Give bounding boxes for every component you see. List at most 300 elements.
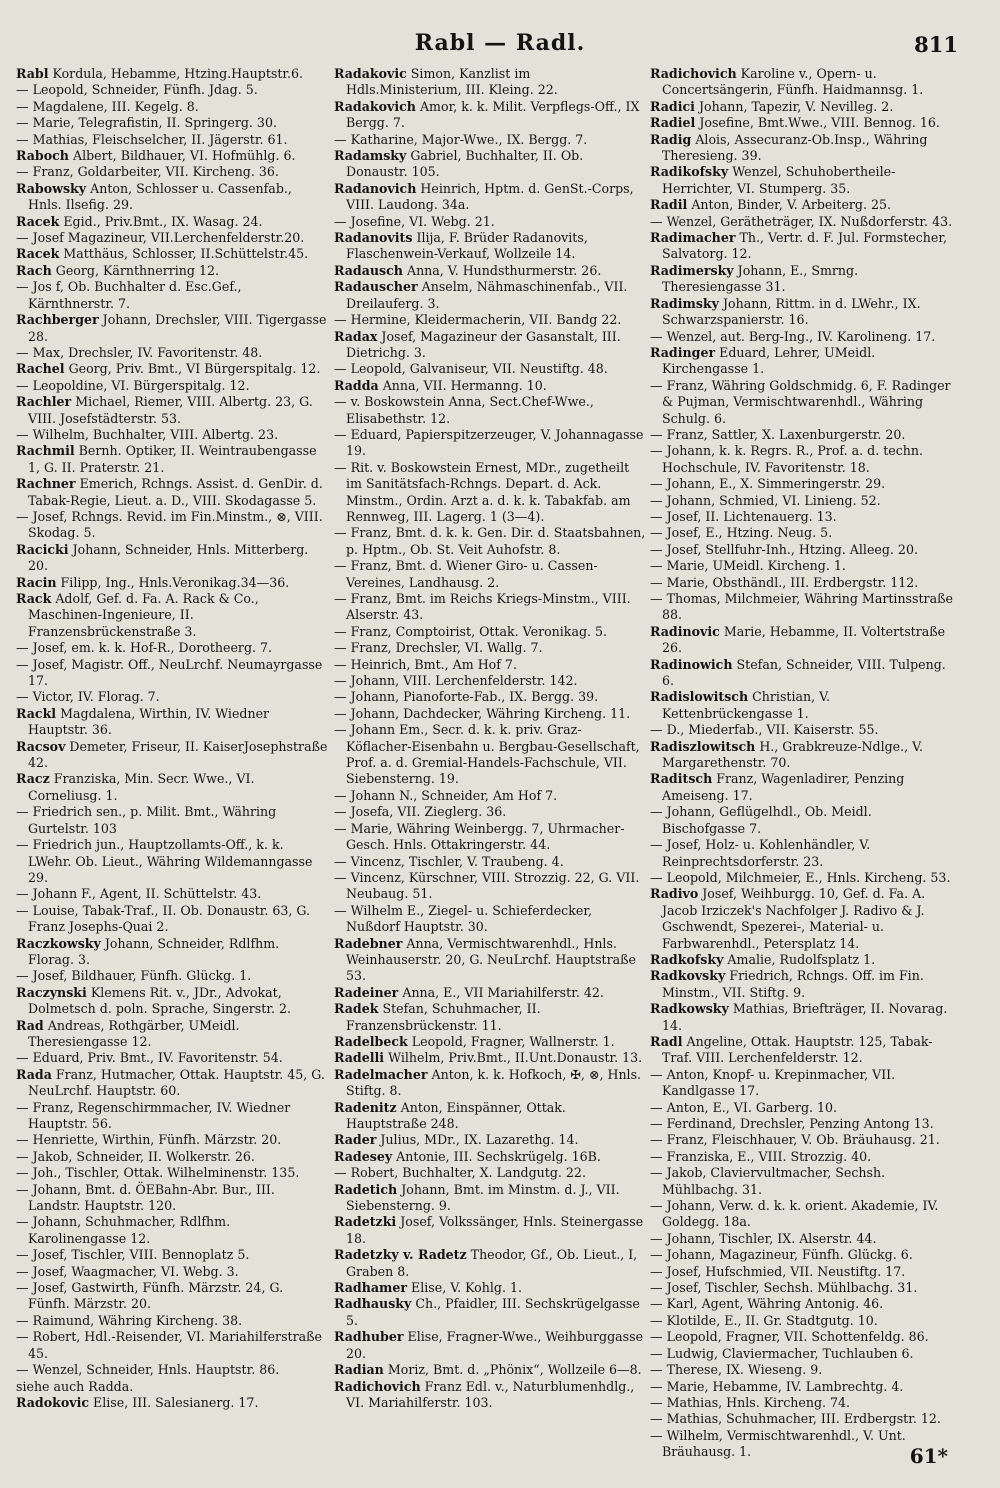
directory-entry — [334, 1379, 646, 1412]
entry-details: — Robert, Buchhalter, X. Landgutg. 22. — [334, 1165, 586, 1181]
directory-entry — [334, 1132, 646, 1148]
directory-entry — [16, 1362, 328, 1378]
directory-entry — [16, 279, 328, 312]
entry-details: — Johann, Magazineur, Fünfh. Glückg. 6. — [650, 1247, 913, 1263]
entry-details: — Eduard, Priv. Bmt., IV. Favoritenstr. 54. — [16, 1050, 283, 1066]
directory-entry — [650, 804, 956, 837]
entry-details: — Josef, II. Lichtenauerg. 13. — [650, 508, 837, 524]
entry-details: Stefan, Schuhmacher, II. Franzensbrückenstr. 11. — [346, 1001, 541, 1033]
entry-surname: Radelbeck — [334, 1033, 408, 1049]
entry-details: — Johann, Dachdecker, Währing Kircheng. 11. — [334, 705, 631, 721]
directory-entry — [16, 542, 328, 575]
entry-details: Johann, Bmt. im Minstm. d. J., VII. Siebensterng. 9. — [346, 1181, 620, 1214]
entry-surname: Radimsky — [650, 295, 719, 311]
entry-details: — Franz, Währing Goldschmidg. 6, F. Radinger & Pujman, Vermischtwarenhdl., Währing Schulg. 6. — [650, 377, 951, 426]
entry-details: — Johann F., Agent, II. Schüttelstr. 43. — [16, 886, 262, 902]
entry-surname: Racek — [16, 213, 60, 229]
entry-details: — Leopold, Galvaniseur, VII. Neustiftg. 48. — [334, 361, 608, 377]
entry-details: — Thomas, Milchmeier, Währing Martinsstraße 88. — [650, 591, 953, 623]
directory-entry — [16, 591, 328, 640]
entry-details: — Josef, Waagmacher, VI. Webg. 3. — [16, 1263, 239, 1279]
entry-surname: Rach — [16, 262, 52, 278]
directory-entry — [650, 1346, 956, 1362]
entry-details: Kordula, Hebamme, Htzing.Hauptstr.6. — [52, 66, 304, 81]
directory-entry — [650, 197, 956, 213]
directory-entry — [650, 1264, 956, 1280]
directory-entry — [650, 1100, 956, 1116]
directory-entry — [334, 1165, 646, 1181]
entry-details: Simon, Kanzlist im Hdls.Ministerium, III. Kleing. 22. — [346, 66, 558, 98]
entry-details: — Victor, IV. Florag. 7. — [16, 689, 160, 705]
entry-details: Anton, Schlosser u. Cassenfab., Hnls. Ilsefig. 29. — [28, 180, 292, 213]
entry-details: — Jakob, Schneider, II. Wolkerstr. 26. — [16, 1148, 255, 1164]
entry-surname: Radislowitsch — [650, 689, 749, 705]
entry-surname: Radimersky — [650, 262, 734, 278]
entry-details: — Louise, Tabak-Traf., II. Ob. Donaustr. 63, G. Franz Josephs-Quai 2. — [16, 902, 311, 935]
entry-details: — Franz, Regenschirmmacher, IV. Wiedner Hauptstr. 56. — [16, 1099, 291, 1131]
directory-entry — [16, 640, 328, 656]
entry-surname: Radesey — [334, 1148, 393, 1164]
directory-entry — [334, 689, 646, 705]
entry-surname: Radanovich — [334, 180, 417, 196]
entry-surname: Radetich — [334, 1181, 398, 1197]
entry-details: Anna, VII. Hermanng. 10. — [382, 377, 547, 393]
directory-entry — [334, 936, 646, 985]
entry-surname: Radimacher — [650, 230, 736, 246]
entry-surname: Radkowsky — [650, 1001, 729, 1017]
directory-entry — [650, 771, 956, 804]
entry-details: — Mathias, Fleischselcher, II. Jägerstr. 61. — [16, 131, 288, 147]
entry-details: — Josef, Tischler, VIII. Bennoplatz 5. — [16, 1247, 250, 1263]
entry-details: — Eduard, Papierspitzerzeuger, V. Johannagasse 19. — [334, 426, 644, 459]
entry-surname: Racz — [16, 771, 50, 787]
entry-details: Amor, k. k. Milit. Verpflegs-Off., IX Bergg. 7. — [346, 98, 640, 131]
entry-surname: Radinovic — [650, 623, 720, 639]
directory-entry — [650, 329, 956, 345]
directory-entry — [334, 99, 646, 132]
entry-details: — Wilhelm, Vermischtwarenhdl., V. Unt. Bräuhausg. 1. — [650, 1427, 906, 1460]
entry-details: Johann, Rittm. in d. LWehr., IX. Schwarzspanierstr. 16. — [662, 295, 921, 328]
entry-surname: Radakovic — [334, 66, 407, 81]
entry-details: — D., Miederfab., VII. Kaiserstr. 55. — [650, 722, 879, 738]
entry-details: — Franz, Bmt. im Reichs Kriegs-Minstm., VIII. Alserstr. 43. — [334, 591, 631, 623]
entry-details: — Marie, Hebamme, IV. Lambrechtg. 4. — [650, 1378, 904, 1394]
entry-details: Klemens Rit. v., JDr., Advokat, Dolmetsch d. poln. Sprache, Singerstr. 2. — [28, 984, 291, 1017]
entry-details: — Marie, Obsthändl., III. Erdbergstr. 112. — [650, 574, 919, 590]
entry-details: — Franz, Goldarbeiter, VII. Kircheng. 36. — [16, 164, 279, 180]
entry-details: Ch., Pfaidler, III. Sechskrügelgasse 5. — [346, 1296, 640, 1328]
directory-entry — [16, 1018, 328, 1051]
entry-details: Andreas, Rothgärber, UMeidl. Theresiengasse 12. — [28, 1017, 240, 1049]
directory-entry — [650, 509, 956, 525]
directory-entry — [16, 246, 328, 262]
directory-entry — [334, 525, 646, 558]
entry-details: Anna, Vermischtwarenhdl., Hnls. Weinhauserstr. 20, G. NeuLrchf. Hauptstraße 53. — [346, 935, 636, 984]
entry-details: — Johann, Pianoforte-Fab., IX. Bergg. 39. — [334, 689, 599, 705]
directory-entry — [16, 706, 328, 739]
directory-entry — [334, 1362, 646, 1378]
entry-details: Filipp, Ing., Hnls.Veronikag.34—36. — [60, 574, 290, 590]
entry-details: — Katharine, Major-Wwe., IX. Bergg. 7. — [334, 131, 588, 147]
entry-details: — Johann Em., Secr. d. k. k. priv. Graz-Köflacher-Eisenbahn u. Bergbau-Gesellschaft, Prof. a. d. Gremial-Handels-Fachschule, VII. Siebensterng. 19. — [334, 722, 640, 787]
directory-entry — [334, 181, 646, 214]
directory-entry — [16, 968, 328, 984]
entry-surname: Radkovsky — [650, 968, 726, 984]
directory-entry — [334, 279, 646, 312]
entry-details: Anton, k. k. Hofkoch, ✠, ⊗, Hnls. Stiftg. 8. — [346, 1066, 642, 1099]
entry-surname: Radetzky v. Radetz — [334, 1247, 467, 1263]
entry-surname: Radkofsky — [650, 951, 724, 967]
entry-details: Georg, Priv. Bmt., VI Bürgerspitalg. 12. — [68, 361, 321, 377]
directory-entry — [650, 1247, 956, 1263]
directory-entry — [16, 1313, 328, 1329]
entry-details: — Anton, E., VI. Garberg. 10. — [650, 1099, 838, 1115]
entry-details: — Josef, Gastwirth, Fünfh. Märzstr. 24, G. Fünfh. Märzstr. 20. — [16, 1280, 284, 1312]
directory-entry — [650, 1329, 956, 1345]
directory-entry — [650, 164, 956, 197]
entry-details: — Johann, Verw. d. k. k. orient. Akademie, IV. Goldegg. 18a. — [650, 1198, 939, 1230]
entry-surname: Radamsky — [334, 148, 407, 164]
directory-entry — [650, 1165, 956, 1198]
entry-surname: Radhuber — [334, 1329, 404, 1345]
entry-details: — Josefa, VII. Zieglerg. 36. — [334, 804, 507, 820]
entry-details: Anton, Binder, V. Arbeiterg. 25. — [691, 197, 892, 213]
entry-details: — Max, Drechsler, IV. Favoritenstr. 48. — [16, 344, 263, 360]
directory-entry — [334, 132, 646, 148]
entry-details: — Hermine, Kleidermacherin, VII. Bandg 22. — [334, 312, 622, 328]
entry-surname: Rachberger — [16, 312, 99, 328]
entry-details: — Marie, Währing Weinbergg. 7, Uhrmacher-Gesch. Hnls. Ottakringerstr. 44. — [334, 820, 625, 853]
entry-details: — Wenzel, Gerätheträger, IX. Nußdorferstr. 43. — [650, 213, 953, 229]
entry-details: — Raimund, Währing Kircheng. 38. — [16, 1312, 243, 1328]
entry-surname: Radig — [650, 131, 692, 147]
directory-entry — [334, 591, 646, 624]
entry-details: — Leopold, Schneider, Fünfh. Jdag. 5. — [16, 82, 258, 98]
entry-details: Josef, Magazineur der Gasanstalt, III. Dietrichg. 3. — [346, 328, 621, 360]
entry-surname: Radebner — [334, 935, 403, 951]
entry-details: Franz Edl. v., Naturblumenhdlg., VI. Mariahilferstr. 103. — [346, 1378, 635, 1410]
directory-entry — [650, 722, 956, 738]
entry-surname: Raczynski — [16, 984, 87, 1000]
entry-details: — Josef, em. k. k. Hof-R., Dorotheerg. 7. — [16, 640, 273, 656]
directory-entry — [334, 361, 646, 377]
directory-entry — [16, 509, 328, 542]
entry-details: — Jakob, Claviervultmacher, Sechsh. Mühlbachg. 31. — [650, 1165, 886, 1197]
directory-entry — [650, 378, 956, 427]
directory-entry — [650, 1034, 956, 1067]
directory-entry — [650, 558, 956, 574]
entry-details: — Leopold, Fragner, VII. Schottenfeldg. 86. — [650, 1329, 929, 1345]
entry-details: — Franz, Sattler, X. Laxenburgerstr. 20. — [650, 426, 906, 442]
entry-surname: Radelli — [334, 1050, 385, 1066]
directory-entry — [650, 66, 956, 99]
entry-surname: Rader — [334, 1132, 377, 1148]
directory-entry — [16, 476, 328, 509]
entry-details: — Therese, IX. Wieseng. 9. — [650, 1362, 823, 1378]
directory-entry — [16, 739, 328, 772]
entry-details: — Josef, Hufschmied, VII. Neustiftg. 17. — [650, 1263, 906, 1279]
entry-surname: Rad — [16, 1017, 44, 1033]
directory-entry — [650, 1198, 956, 1231]
entry-surname: Rachler — [16, 394, 72, 410]
entry-details: — Johann, E., X. Simmeringerstr. 29. — [650, 476, 886, 492]
directory-entry — [16, 1165, 328, 1181]
directory-entry — [16, 1264, 328, 1280]
entry-details: — Josef Magazineur, VII.Lerchenfelderstr.20. — [16, 230, 305, 246]
directory-entry — [334, 312, 646, 328]
directory-entry — [650, 739, 956, 772]
entry-details: Theodor, Gf., Ob. Lieut., I, Graben 8. — [346, 1247, 638, 1279]
entry-details: — Franz, Bmt. d. k. k. Gen. Dir. d. Staatsbahnen, p. Hptm., Ob. St. Veit Auhofstr. 8. — [334, 525, 646, 557]
directory-entry — [650, 689, 956, 722]
entry-details: — Josef, Holz- u. Kohlenhändler, V. Reinprechtsdorferstr. 23. — [650, 837, 871, 869]
entry-details: — Johann, Tischler, IX. Alserstr. 44. — [650, 1230, 877, 1246]
entry-details: — Franz, Drechsler, VI. Wallg. 7. — [334, 640, 543, 656]
entry-details: — Josef, Magistr. Off., NeuLrchf. Neumayrgasse 17. — [16, 656, 323, 689]
directory-entry — [650, 115, 956, 131]
entry-surname: Radhamer — [334, 1280, 408, 1296]
entry-surname: Rachel — [16, 361, 65, 377]
directory-entry — [16, 1280, 328, 1313]
entry-surname: Racicki — [16, 541, 69, 557]
directory-entry — [16, 115, 328, 131]
entry-surname: Radl — [650, 1033, 683, 1049]
entry-surname: Radichovich — [650, 66, 737, 81]
directory-entry — [334, 985, 646, 1001]
directory-entry — [16, 1182, 328, 1215]
entry-details: — Mathias, Schuhmacher, III. Erdbergstr. 12. — [650, 1411, 941, 1427]
entry-details: Anton, Einspänner, Ottak. Hauptstraße 248. — [346, 1099, 566, 1131]
directory-entry — [16, 1132, 328, 1148]
entry-surname: Radetzki — [334, 1214, 397, 1230]
directory-entry — [650, 870, 956, 886]
entry-details: — Wilhelm E., Ziegel- u. Schieferdecker, Nußdorf Hauptstr. 30. — [334, 902, 592, 935]
entry-details: Ilija, F. Brüder Radanovits, Flaschenwein-Verkauf, Wollzeile 14. — [346, 230, 588, 262]
directory-entry — [334, 394, 646, 427]
directory-entry — [650, 443, 956, 476]
entry-details: Anselm, Nähmaschinenfab., VII. Dreilauferg. 3. — [346, 279, 628, 311]
directory-entry — [650, 214, 956, 230]
entry-details: Elise, Fragner-Wwe., Weihburggasse 20. — [346, 1329, 644, 1361]
directory-entry — [334, 722, 646, 788]
entry-surname: Radokovic — [16, 1394, 90, 1410]
directory-entry — [650, 230, 956, 263]
column-right — [650, 66, 956, 1461]
entry-details: — v. Boskowstein Anna, Sect.Chef-Wwe., Elisabethstr. 12. — [334, 394, 594, 426]
entry-details: — Vincenz, Kürschner, VIII. Strozzig. 22, G. VII. Neubaug. 51. — [334, 869, 640, 902]
directory-entry — [16, 657, 328, 690]
entry-details: — Karl, Agent, Währing Antonig. 46. — [650, 1296, 884, 1312]
directory-entry — [334, 624, 646, 640]
directory-entry — [334, 1280, 646, 1296]
entry-details: Josefine, Bmt.Wwe., VIII. Bennog. 16. — [699, 115, 940, 131]
entry-surname: Radeiner — [334, 984, 399, 1000]
entry-surname: Radhausky — [334, 1296, 412, 1312]
entry-details: — Johann, Schuhmacher, Rdlfhm. Karolinengasse 12. — [16, 1214, 231, 1246]
directory-entry — [650, 1395, 956, 1411]
entry-details: — Wenzel, aut. Berg-Ing., IV. Karolineng. 17. — [650, 328, 936, 344]
directory-entry — [650, 1067, 956, 1100]
directory-entry — [334, 870, 646, 903]
entry-details: H., Grabkreuze-Ndlge., V. Margarethenstr. 70. — [662, 738, 924, 771]
entry-details: — Ferdinand, Drechsler, Penzing Antong 13. — [650, 1116, 934, 1131]
entry-details: Franz, Hutmacher, Ottak. Hauptstr. 45, G. NeuLrchf. Hauptstr. 60. — [28, 1066, 325, 1099]
entry-surname: Radakovich — [334, 98, 416, 114]
entry-details: Elise, III. Salesianerg. 17. — [93, 1394, 259, 1410]
entry-surname: Radinger — [650, 344, 716, 360]
directory-entry — [334, 1149, 646, 1165]
entry-details: — Heinrich, Bmt., Am Hof 7. — [334, 656, 517, 672]
directory-entry — [650, 1313, 956, 1329]
directory-entry — [16, 443, 328, 476]
entry-details: — Vincenz, Tischler, V. Traubeng. 4. — [334, 853, 564, 869]
entry-details: Stefan, Schneider, VIII. Tulpeng. 6. — [662, 656, 946, 689]
directory-entry — [334, 263, 646, 279]
entry-details: Michael, Riemer, VIII. Albertg. 23, G. VIII. Josefstädterstr. 53. — [28, 394, 313, 426]
directory-entry — [16, 1149, 328, 1165]
entry-details: — Marie, UMeidl. Kircheng. 1. — [650, 558, 846, 574]
entry-details: Emerich, Rchngs. Assist. d. GenDir. d. Tabak-Regie, Lieut. a. D., VIII. Skodagasse 5. — [28, 476, 323, 508]
directory-entry — [650, 591, 956, 624]
directory-entry — [16, 837, 328, 886]
directory-entry — [16, 345, 328, 361]
entry-details: — Josef, Tischler, Sechsh. Mühlbachg. 31. — [650, 1280, 918, 1296]
entry-surname: Radiszlowitsch — [650, 738, 756, 754]
directory-entry — [334, 640, 646, 656]
entry-details: — Klotilde, E., II. Gr. Stadtgutg. 10. — [650, 1312, 878, 1328]
entry-details: — Josefine, VI. Webg. 21. — [334, 213, 495, 229]
entry-details: — Johann N., Schneider, Am Hof 7. — [334, 787, 558, 803]
directory-entry — [334, 1329, 646, 1362]
entry-details: — Joh., Tischler, Ottak. Wilhelminenstr. 135. — [16, 1165, 300, 1181]
entry-details: — Wenzel, Schneider, Hnls. Hauptstr. 86. — [16, 1362, 280, 1378]
directory-entry — [16, 936, 328, 969]
entry-surname: Rachmil — [16, 443, 75, 459]
directory-entry — [650, 1379, 956, 1395]
entry-details: — Johann, Schmied, VI. Linieng. 52. — [650, 492, 881, 508]
entry-surname: Rachner — [16, 476, 76, 492]
directory-entry — [16, 164, 328, 180]
directory-entry — [16, 394, 328, 427]
directory-entry — [16, 1100, 328, 1133]
entry-surname: Radichovich — [334, 1378, 421, 1394]
entry-details: — Anton, Knopf- u. Krepinmacher, VII. Kandlgasse 17. — [650, 1066, 896, 1099]
entry-details: Karoline v., Opern- u. Concertsängerin, Fünfh. Haidmannsg. 1. — [662, 66, 924, 98]
directory-entry — [650, 1149, 956, 1165]
entry-details: — Leopold, Milchmeier, E., Hnls. Kircheng. 53. — [650, 869, 951, 885]
directory-entry — [650, 525, 956, 541]
directory-entry — [334, 1296, 646, 1329]
entry-surname: Radausch — [334, 262, 403, 278]
entry-details: Franz, Wagenladirer, Penzing Ameiseng. 17. — [662, 771, 905, 803]
entry-details: — Robert, Hdl.-Reisender, VI. Mariahilferstraße 45. — [16, 1329, 322, 1361]
directory-entry — [334, 821, 646, 854]
directory-entry — [650, 1411, 956, 1427]
column-left — [16, 66, 328, 1411]
directory-entry — [650, 886, 956, 952]
directory-entry — [16, 689, 328, 705]
directory-entry — [16, 1329, 328, 1362]
directory-entry — [16, 771, 328, 804]
directory-entry — [650, 296, 956, 329]
directory-entry — [16, 427, 328, 443]
entry-details: — Josef, E., Htzing. Neug. 5. — [650, 525, 833, 541]
directory-entry — [650, 427, 956, 443]
directory-entry — [16, 312, 328, 345]
directory-entry — [650, 1132, 956, 1148]
directory-entry — [650, 345, 956, 378]
entry-details: Johann, Tapezir, V. Nevilleg. 2. — [698, 98, 894, 114]
directory-entry — [334, 1067, 646, 1100]
entry-details: Albert, Bildhauer, VI. Hofmühlg. 6. — [72, 148, 296, 164]
directory-entry — [16, 1247, 328, 1263]
entry-details: — Josef, Rchngs. Revid. im Fin.Minstm., ⊗, VIII. Skodag. 5. — [16, 508, 323, 541]
entry-details: siehe auch Radda. — [16, 1378, 134, 1394]
directory-entry — [334, 558, 646, 591]
entry-details: Bernh. Optiker, II. Weintraubengasse 1, G. II. Praterstr. 21. — [28, 443, 317, 475]
entry-details: — Johann, k. k. Regrs. R., Prof. a. d. techn. Hochschule, IV. Favoritenstr. 18. — [650, 443, 923, 475]
directory-entry — [650, 624, 956, 657]
directory-entry — [650, 952, 956, 968]
directory-entry — [334, 804, 646, 820]
directory-entry — [16, 378, 328, 394]
entry-details: — Magdalene, III. Kegelg. 8. — [16, 98, 199, 114]
entry-details: Wenzel, Schuhobertheile-Herrichter, VI. Stumperg. 35. — [662, 164, 896, 196]
entry-details: Demeter, Friseur, II. KaiserJosephstraße 42. — [28, 738, 328, 771]
directory-entry — [650, 837, 956, 870]
entry-details: — Johann, VIII. Lerchenfelderstr. 142. — [334, 673, 578, 689]
entry-details: Josef, Volkssänger, Hnls. Steinergasse 18. — [346, 1214, 644, 1246]
entry-surname: Rackl — [16, 705, 57, 721]
entry-surname: Radivo — [650, 886, 699, 902]
directory-entry — [16, 181, 328, 214]
entry-details: Julius, MDr., IX. Lazarethg. 14. — [380, 1132, 579, 1148]
entry-details: — Rit. v. Boskowstein Ernest, MDr., zugetheilt im Sanitätsfach-Rchngs. Depart. d. Ack. Minstm., Ordin. Arzt a. d. k. k. Tabakfab. am Rennweg, III. Lagerg. 1 (3—4). — [334, 459, 631, 524]
directory-entry — [650, 968, 956, 1001]
entry-surname: Radanovits — [334, 230, 413, 246]
directory-entry — [16, 148, 328, 164]
page-number: 811 — [914, 32, 958, 57]
directory-entry — [650, 1296, 956, 1312]
directory-entry — [334, 66, 646, 99]
directory-entry — [334, 230, 646, 263]
directory-entry — [16, 263, 328, 279]
entry-details: Anna, V. Hundsthurmerstr. 26. — [406, 262, 602, 278]
entry-details: Adolf, Gef. d. Fa. A. Rack & Co., Maschinen-Ingenieure, II. Franzensbrückenstraße 3. — [28, 591, 259, 639]
directory-entry — [650, 493, 956, 509]
directory-entry — [334, 1100, 646, 1133]
signature-mark: 61* — [909, 1444, 948, 1468]
directory-entry — [334, 1182, 646, 1215]
page-header-title: Rabl — Radl. — [414, 30, 586, 56]
entry-details: Georg, Kärnthnerring 12. — [55, 262, 220, 278]
entry-surname: Raczkowsky — [16, 935, 101, 951]
directory-entry — [16, 1395, 328, 1411]
directory-entry — [334, 854, 646, 870]
directory-entry — [16, 1214, 328, 1247]
directory-entry — [16, 361, 328, 377]
entry-surname: Raboch — [16, 148, 69, 164]
entry-surname: Radelmacher — [334, 1066, 428, 1082]
entry-details: — Henriette, Wirthin, Fünfh. Märzstr. 20. — [16, 1132, 282, 1148]
entry-details: Anna, E., VII Mariahilferstr. 42. — [402, 984, 604, 1000]
column-middle — [334, 66, 646, 1411]
directory-entry — [16, 903, 328, 936]
entry-details: Antonie, III. Sechskrügelg. 16B. — [396, 1148, 601, 1164]
directory-entry — [334, 788, 646, 804]
directory-entry — [16, 1067, 328, 1100]
directory-entry — [334, 148, 646, 181]
